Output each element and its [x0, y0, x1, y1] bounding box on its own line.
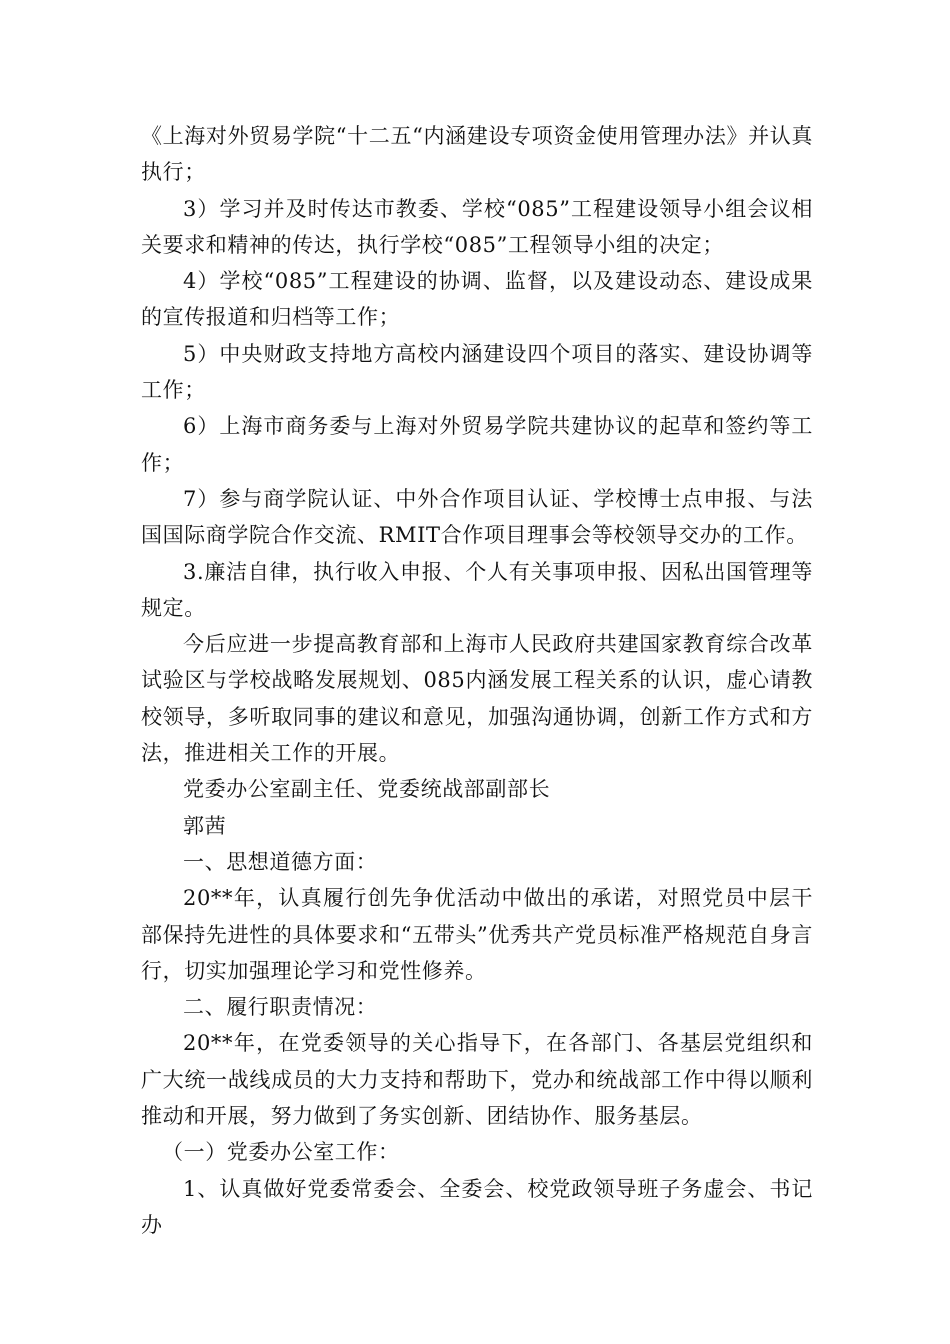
paragraph-10: 20**年，在党委领导的关心指导下，在各部门、各基层党组织和广大统一战线成员的大力支持和帮助下，党办和统战部工作中得以顺利推动和开展，努力做到了务实创新、团结协作、服务基层。: [141, 1031, 813, 1129]
paragraph-5: 6）上海市商务委与上海对外贸易学院共建协议的起草和签约等工作；: [141, 414, 813, 475]
paragraph-11: 1、认真做好党委常委会、全委会、校党政领导班子务虚会、书记办: [141, 1176, 813, 1237]
paragraph-4: 5）中央财政支持地方高校内涵建设四个项目的落实、建设协调等工作；: [141, 341, 813, 403]
paragraph-3: 4）学校“085”工程建设的协调、监督，以及建设动态、建设成果的宣传报道和归档等工作；: [141, 269, 813, 330]
author-title: 党委办公室副主任、党委统战部副部长: [183, 777, 551, 802]
subsection-heading-1: （一）党委办公室工作：: [162, 1140, 400, 1165]
paragraph-8: 今后应进一步提高教育部和上海市人民政府共建国家教育综合改革试验区与学校战略发展规划、085内涵发展工程关系的认识，虚心请教校领导，多听取同事的建议和意见，加强沟通协调，创新工作方式和方法，推进相关工作的开展。: [141, 632, 813, 766]
author-name: 郭茜: [183, 813, 227, 838]
paragraph-6: 7）参与商学院认证、中外合作项目认证、学校博士点申报、与法国国际商学院合作交流、RMIT合作项目理事会等校领导交办的工作。: [141, 486, 813, 548]
section-heading-1: 一、思想道德方面：: [183, 849, 378, 874]
section-heading-2: 二、履行职责情况：: [183, 995, 378, 1020]
paragraph-9: 20**年，认真履行创先争优活动中做出的承诺，对照党员中层干部保持先进性的具体要求和“五带头”优秀共产党员标准严格规范自身言行，切实加强理论学习和党性修养。: [141, 886, 813, 983]
paragraph-7: 3.廉洁自律，执行收入申报、个人有关事项申报、因私出国管理等规定。: [141, 559, 813, 620]
paragraph-2: 3）学习并及时传达市教委、学校“085”工程建设领导小组会议相关要求和精神的传达，执行学校“085”工程领导小组的决定；: [141, 196, 813, 257]
paragraph-1: 《上海对外贸易学院“十二五“内涵建设专项资金使用管理办法》并认真执行；: [141, 124, 813, 185]
document-body: [141, 118, 813, 1243]
